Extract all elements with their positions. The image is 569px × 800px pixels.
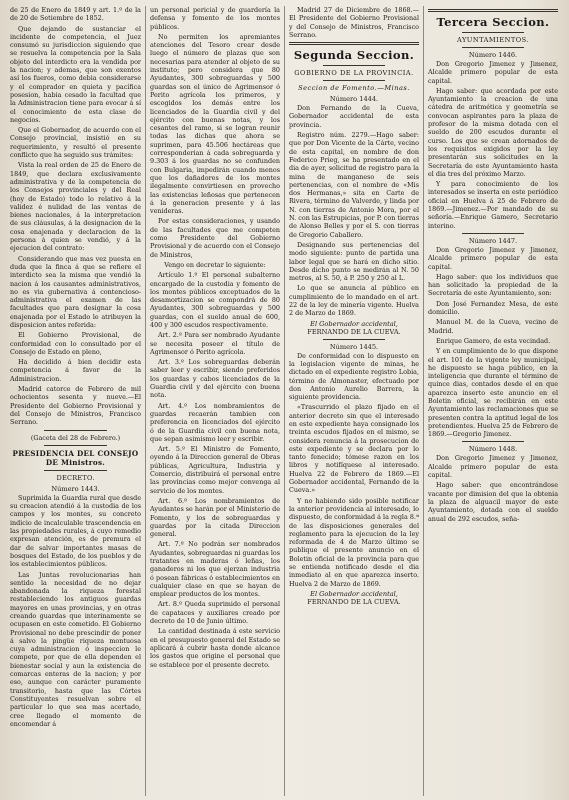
divider <box>44 470 107 471</box>
dateline: Madrid 27 de Diciembre de 1868.—El Presidente del Gobierno Provisional y del Consejo de Ministros, Francisco Serrano. <box>289 6 419 39</box>
paragraph: Hago saber: que encontrándose vacante por dimision del que la obtenia la plaza de alguacil mayor de este Ayuntamiento, dotada con el sueldo anual de 292 escudos, seña- <box>428 481 558 523</box>
signature-title: El Gobernador accidental, <box>310 589 398 598</box>
paragraph: Don Gregorio Jimenez y Jimenez, Alcalde primero popular de esta capital. <box>428 454 558 480</box>
paragraph: Suprimida la Guardia rural que desde su creacion atendió á la custodia de los campos y los montes, su concreto indicio de incalculable trascendencia en las propiedades rurales, á cuyo remedio expresan atención, es de premura el dar de salvar importantes masas de bosques del Estado, de los pueblos y de los establecimientos públicos. <box>10 493 141 569</box>
gaceta-note: (Gaceta del 28 de Febrero.) <box>30 433 121 442</box>
double-rule <box>428 9 558 12</box>
paragraph: Y para conocimiento de los interesados se inserta en este periódico oficial en Huelva á 25 de Febrero de 1869.—Jimenez.—Por mandado de su señoría.—Enrique Gamero, Secretario interino. <box>428 180 558 230</box>
paragraph: Hago saber: que acordada por este Ayuntamiento la creacion de una cátedra de aritmética y geometría se convocan aspirantes para la plaza de profesor de la misma dotada con el sueldo de 200 escudos durante el curso. Los que se crean adornados de los requisitos exigidos por la ley presentarán sus solicitudes en la Secretaría de este Ayuntamiento hasta el dia tres del próximo Marzo. <box>428 86 558 178</box>
paragraph: Manuel M. de la Cueva, vecino de Madrid. <box>428 318 558 335</box>
divider <box>44 430 107 431</box>
paragraph: Don Gregorio Jimenez y Jimenez, Alcalde primero popular de esta capital. <box>428 60 558 85</box>
column-1 <box>6 6 145 796</box>
numero-1445: Número 1445. <box>329 342 379 351</box>
paragraph: Designando sus pertenencias del modo siguiente: punto de partida una labor legal que se hará en dicho sitio. Desde dicho punto se medirán al N. 50 metros, al S. 50, á P. 250 y 250 al L. <box>289 240 419 283</box>
paragraph: Vista la real orden de 25 de Enero de 1849, que declara exclusivamente administrativa y de la competencia de los Consejos provinciales y del Real (hoy de Estado) todo lo relativo á la validez é nulidad de las ventas de bienes nacionales, á la interpretacion de sus cláusulas, á la designacion de la cosa enajenada y declaracion de la persona á quien se vendió, y á la ejecucion del contrato: <box>10 161 141 253</box>
divider <box>462 233 524 234</box>
paragraph: La cantidad destinada á este servicio en el presupuesto general del Estado se aplicará á cubrir hasta donde alcance los gastos que origine el personal que se establece por el presente decreto. <box>150 627 280 669</box>
paragraph: Art. 2.º Para ser nombrado Ayudante se necesita poseer el título de Agrimensor ó Perito agrícola. <box>150 331 280 356</box>
signature-name: FERNANDO DE LA CUEVA. <box>307 597 401 606</box>
paragraph: Y no habiendo sido posible notificar la anterior providencia al interesado, lo dispuesto, de conformidad á la regla 8.ª de las disposiciones generales del reglamento para la ejecucion de la ley reformada de 4 de Marzo último se publique el presente anuncio en el Boletin oficial de la provincia para que se entienda notificado desde el dia inmediato al en que aparezca inserto. Huelva 2 de Marzo de 1869. <box>289 496 419 588</box>
subsection-heading: Seccion de Fomento.—Minas. <box>298 84 410 93</box>
paragraph: Lo que se anuncia al público en cumplimiento de lo mandado en el art. 22 de la ley de minería vigente. Huelva 2 de Marzo de 1869. <box>289 284 419 318</box>
paragraph: Don José Fernandez Mesa, de este domicilio. <box>428 299 558 317</box>
section-title-segunda: Segunda Seccion. <box>293 48 415 63</box>
paragraph: Art. 8.º Queda suprimido el personal de capataces y auxiliares creado por decreto de 10 de Junio último. <box>150 600 280 626</box>
double-rule <box>289 42 419 45</box>
paragraph: Ha decidido á bien decidir esta competencia á favor de la Administracion. <box>10 358 141 383</box>
signature-name: FERNANDO DE LA CUEVA. <box>307 327 401 336</box>
divider <box>462 441 524 442</box>
paragraph: un personal pericial y de guardería la defensa y fomento de los montes públicos. <box>150 6 280 31</box>
divider <box>462 32 524 33</box>
paragraph: Enrique Gamero, de esta vecindad. <box>436 336 551 345</box>
paragraph: Art. 6.º Los nombramientos de Ayudantes se harán por el Ministerio de Fomento, y los de sobreguardas y guardas por la citada Direccion general. <box>150 496 280 539</box>
paragraph: Las Juntas revolucionarias han sentido la necesidad de no dejar abandonada la riqueza forestal restableciendo los antiguos guardas mayores en unas provincias, y en otras creando guardas que interinamente se ocupasen en este cometido. El Gobierno Provisional no debe prescindir de poner á salvo la pingüe riqueza montuosa cuya administracion ó inspeccion le compete, por que de ella dependen el bienestar social y aun la existencia de comarcas enteras de la nacion; y por eso, aunque con carácter puramente transitorio, hasta que las Córtes Constituyentes resuelvan sobre el particular lo que sea mas acertado, cree llegado el momento de encomendar á <box>10 570 141 728</box>
paragraph: Don Gregorio Jimenez y Jimenez, Alcalde primero popular de esta capital. <box>428 245 558 271</box>
paragraph: Que dejando de sustanciar el incidente de competencia, el Juez consumó su jurisdiccion siguiendo que se resuelva la competencia por la Sala objeto del interdicto era la vendida por la nacion; y ademas, que son exentos así los fueros, como debia considerarse y el comprador en quieta y pacífica posesion, habia cesado la facultad que la Administracion tiene para evocar á sí el conocimiento de esta clase de negocios. <box>10 24 141 124</box>
paragraph: No permiten los apremiantes atenciones del Tesoro crear desde luego el número de plazas que son necesarias para atender al objeto de su instituto; pero considera que 80 Ayudantes, 300 sobreguardas y 500 guardas son el único de Agrimensor ó Perito agrícola los primeros, y escogidos los demás entre los licenciados de la Guardia civil y del ejército con buenas notas, y los cesantes del ramo, si se logran reunir todas las dichas que ahora se suprimen, para 45.506 hectáreas que corresponderian á cada sobreguarda y 9.303 á los guardas no se confunden con Bulgaria, impedirán cuando menos que los dañadores de los montes ilegalmente convirtiesen en provecho las existencias leñosas que pertenecen á la generacion presente y á las venideras. <box>150 32 280 216</box>
paragraph: Artículo 1.º El personal subalterno encargado de la custodia y fomento de los montes públicos exceptuados de la desamortizacion se compondrá de 80 Ayudantes, 300 sobreguardas y 500 guardas, con el sueldo anual de 600, 400 y 300 escudos respectivamente. <box>150 271 280 329</box>
paragraph: Hago saber: que los individuos que han solicitado la propiedad de la Secretaría de este Ayuntamiento, son: <box>428 272 558 298</box>
section-title-tercera: Tercera Seccion. <box>436 15 550 29</box>
paragraph: Art. 5.º El Ministro de Fomento, oyendo á la Direccion general de Obras públicas, Agricultura, Industria y Comercio, distribuirá el personal entre las provincias como mejor convenga al servicio de los montes. <box>150 445 280 495</box>
signature-title: El Gobernador accidental, <box>310 319 398 328</box>
paragraph: Que el Gobernador, de acuerdo con el Consejo provincial, insistió en su requerimiento, y resultó el presente conflicto que ha seguido sus trámites: <box>10 126 141 160</box>
numero-1444: Número 1444. <box>329 95 379 104</box>
divider <box>462 47 524 48</box>
gobierno-heading: GOBIERNO DE LA PROVINCIA. <box>294 69 414 78</box>
paragraph: «Trascurrido el plazo fijado en el anterior decreto sin que el interesado en este expediente haya consignado los treinta escudos fijados en el mismo, se considera renuncia á la prosecucion de este expediente y se declara por lo tanto fenecido; tómese razon en los libros y notifíquese al interesado. Huelva 22 de Febrero de 1869.—El Gobernador accidental, Fernando de la Cueva.» <box>289 403 419 495</box>
divider <box>323 80 385 81</box>
numero-1443: Número 1443. <box>51 484 100 493</box>
paragraph: Art. 7.º No podrán ser nombrados Ayudantes, sobreguardas ni guardas los tratantes en maderas ó leñas, los ganaderos ni los que ejerzan industria ó posean fábricas ó establecimientos en cualquier clase en que se hayan de emplear productos de los montes. <box>150 540 280 599</box>
paragraph: Y en cumplimiento de lo que dispone el art. 101 de la vigente ley municipal, he dispuesto se haga público, en la inteligencia que durante el término de quince dias, contados desde el en que aparezca inserto este anuncio en el Boletin oficial, se recibirán en este Ayuntamiento las reclamaciones que se presenten contra la aptitud legal de los pretendientes. Huelva 25 de Febrero de 1869.—Gregorio Jimenez. <box>428 347 558 439</box>
numero-1446: Número 1446. <box>468 51 518 59</box>
paragraph: Madrid catorce de Febrero de mil ochocientos sesenta y nueve.—El Presidente del Gobierno Provisional y del Consejo de Ministros, Francisco Serrano. <box>10 385 141 427</box>
numero-1448: Número 1448. <box>468 445 518 454</box>
column-2 <box>145 6 284 796</box>
divider <box>323 65 385 66</box>
paragraph: Registro núm. 2279.—Hago saber: que por Don Vicente de la Cárte, vecino de esta capital, en nombre de don Federico Prieg, se ha presentado en el dia de ayer, solicitud de registro para la mina de manganeso de seis pertenencias, con el nombre de «Mis dos Hermanas,» sita en Carte de Rivera, término de Valverde, y linda por N. con tierras de Antonio Mora, por el N. con las Estrupicias, por P. con tierras de Alonso Belles y por el S. con tierras de Gregorio Caballero. <box>289 131 419 239</box>
paragraph: El Gobierno Provisional, de conformidad con lo consultado por el Consejo de Estado en pleno, <box>10 331 141 356</box>
paragraph: Don Fernando de la Cueva, Gobernador accidental de esta provincia. <box>289 104 419 129</box>
paragraph: Por estas consideraciones, y usando de las facultades que me competen como Presidente del Gobierno Provisional y de acuerdo con el Consejo de Ministros, <box>150 217 280 259</box>
paragraph: Art. 3.º Los sobreguardas deberán saber leer y escribir, siendo preferidos los guardas y cabos licenciados de la Guardia civil y del ejército con buena nota. <box>150 358 280 400</box>
presidencia-heading: PRESIDENCIA DEL CONSEJO DE Ministros. <box>12 448 139 467</box>
paragraph: de 25 de Enero de 1849 y art. 1.º de la de 20 de Setiembre de 1852. <box>10 6 141 23</box>
paragraph: Art. 4.º Los nombramientos de guardas recaerán tambien con preferencia en licenciados del ejército ó de la Guardia civil con buena nota, que sepan asimismo leer y escribir. <box>150 401 280 443</box>
numero-1447: Número 1447. <box>468 236 518 245</box>
paragraph: Considerando que mas vez puesta en duda que la finca á que se refiere el interdicto sea la misma que vendió la nacion á los causantes administrativos, no es via gubernativa á contencioso-administrativa el examen de las facultades que para designar la cosa enajenada por el Estado le atribuyen la disposicion antes referida: <box>10 254 141 329</box>
column-3 <box>284 6 423 796</box>
decreto-heading: DECRETO. <box>56 473 95 482</box>
column-4 <box>423 6 562 796</box>
paragraph: Vengo en decretar lo siguiente: <box>164 260 266 269</box>
paragraph: De conformidad con lo dispuesto en la legislacion vigente de minas, he dictado en el expediente registro Lobia, término de Almonaster, efectuado por don Antonio Aurelio Barrera, la siguiente providencia. <box>289 351 419 402</box>
divider <box>323 339 385 340</box>
divider <box>44 445 107 446</box>
ayuntamientos-heading: AYUNTAMIENTOS. <box>456 36 530 44</box>
